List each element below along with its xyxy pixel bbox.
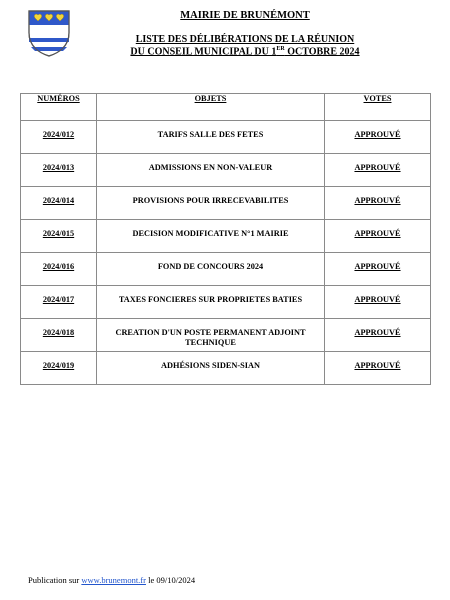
- row-numero: 2024/012: [42, 130, 75, 139]
- row-vote: APPROUVÉ: [354, 262, 401, 271]
- table-row: [21, 286, 431, 319]
- row-objet: CREATION D'UN POSTE PERMANENT ADJOINT TECHNIQUE: [115, 328, 306, 347]
- row-numero: 2024/018: [42, 328, 75, 337]
- row-vote: APPROUVÉ: [354, 361, 401, 370]
- table-row: [21, 319, 431, 352]
- row-objet: TARIFS SALLE DES FETES: [157, 130, 264, 139]
- column-header-votes: VOTES: [325, 94, 431, 121]
- row-objet: TAXES FONCIERES SUR PROPRIETES BATIES: [118, 295, 303, 304]
- table-row: [21, 220, 431, 253]
- document-title-line-1: LISTE DES DÉLIBÉRATIONS DE LA RÉUNION: [135, 34, 355, 45]
- row-numero: 2024/014: [42, 196, 75, 205]
- footer-suffix: le 09/10/2024: [145, 575, 196, 585]
- table-row: [21, 121, 431, 154]
- publication-footer: [28, 575, 195, 585]
- footer-prefix: Publication sur: [28, 575, 82, 585]
- table-row: [21, 187, 431, 220]
- title-date-prefix: DU CONSEIL MUNICIPAL DU 1: [130, 46, 277, 58]
- mairie-title: MAIRIE DE BRUNÉMONT: [180, 10, 310, 21]
- row-numero: 2024/017: [42, 295, 75, 304]
- table-header-row: [21, 94, 431, 121]
- row-vote: APPROUVÉ: [354, 295, 401, 304]
- row-numero: 2024/016: [42, 262, 75, 271]
- title-date-superscript: ER: [276, 46, 285, 52]
- row-numero: 2024/015: [42, 229, 75, 238]
- row-objet: ADMISSIONS EN NON-VALEUR: [148, 163, 273, 172]
- column-header-objets: OBJETS: [97, 94, 325, 121]
- title-date-suffix: OCTOBRE 2024: [284, 46, 360, 58]
- column-header-numeros: NUMÉROS: [21, 94, 97, 121]
- row-vote: APPROUVÉ: [354, 196, 401, 205]
- table-row: [21, 352, 431, 385]
- row-vote: APPROUVÉ: [354, 163, 401, 172]
- row-numero: 2024/019: [42, 361, 75, 370]
- row-objet: DECISION MODIFICATIVE N°1 MAIRIE: [132, 229, 289, 238]
- row-objet: PROVISIONS POUR IRRECEVABILITES: [132, 196, 289, 205]
- row-vote: APPROUVÉ: [354, 328, 401, 337]
- website-link[interactable]: www.brunemont.fr: [81, 575, 146, 585]
- table-row: [21, 154, 431, 187]
- row-objet: ADHÉSIONS SIDEN-SIAN: [161, 361, 260, 370]
- document-title-line-2: [95, 46, 395, 57]
- row-objet: FOND DE CONCOURS 2024: [157, 262, 264, 271]
- coat-of-arms-icon: [27, 9, 71, 58]
- row-numero: 2024/013: [42, 163, 75, 172]
- deliberations-table: [20, 93, 431, 385]
- table-row: [21, 253, 431, 286]
- row-vote: APPROUVÉ: [354, 130, 401, 139]
- row-vote: APPROUVÉ: [354, 229, 401, 238]
